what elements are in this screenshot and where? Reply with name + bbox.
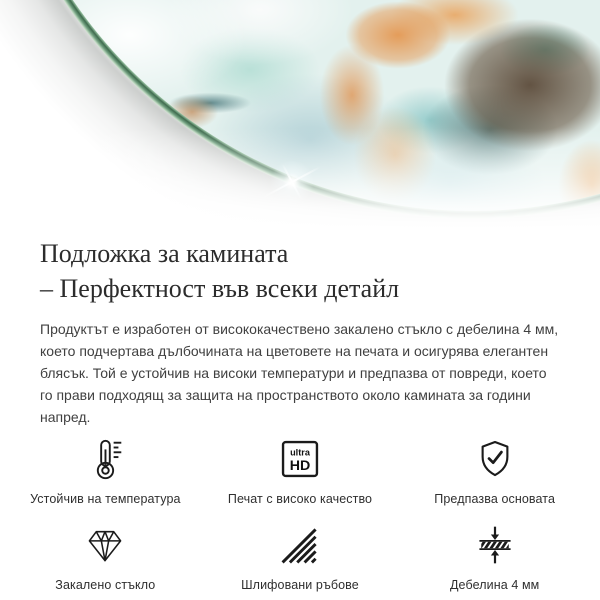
svg-text:ultra: ultra	[290, 447, 310, 458]
shield-check-icon	[473, 435, 517, 483]
feature-label: Закалено стъкло	[55, 578, 156, 592]
feature-polished-edges	[203, 521, 398, 592]
feature-label: Предпазва основата	[434, 492, 556, 506]
feature-label: Устойчив на температура	[30, 492, 181, 506]
page-title-line2: – Перфектност във всеки детайл	[40, 274, 400, 303]
thermometer-icon	[82, 435, 128, 483]
polished-edges-icon	[278, 521, 322, 569]
feature-thickness	[397, 521, 592, 592]
diamond-icon	[83, 521, 127, 569]
ultra-hd-icon	[278, 435, 322, 483]
feature-label: Дебелина 4 мм	[449, 578, 540, 592]
feature-temperature	[8, 435, 203, 506]
page-title-line1: Подложка за камината	[40, 239, 289, 268]
product-image	[0, 0, 600, 232]
product-description: Продуктът е изработен от висококачествено закалено стъкло с дебелина 4 мм, което подчертава дълбочината на цветовете на печата и осигурява елегантен блясък. Той е устойчив на високи температури и предпазва от повреди, което го прави подходящ за защита на пространството около камината за години напред.	[40, 321, 559, 425]
feature-tempered-glass	[8, 521, 203, 592]
feature-label: Шлифовани ръбове	[241, 578, 359, 592]
page-title	[0, 232, 600, 306]
features-grid	[0, 435, 600, 592]
hero-bottom-fade	[0, 0, 600, 232]
feature-protects-base	[397, 435, 592, 506]
svg-text:HD: HD	[289, 458, 311, 474]
feature-print-quality	[203, 435, 398, 506]
feature-label: Печат с високо качество	[227, 492, 373, 506]
thickness-icon	[473, 521, 517, 569]
